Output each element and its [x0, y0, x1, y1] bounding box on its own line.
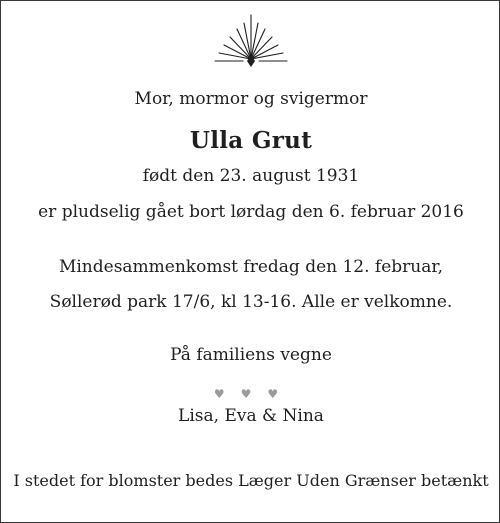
relation-intro: Mor, mormor og svigermor [134, 89, 368, 109]
deceased-name: Ulla Grut [189, 127, 313, 154]
memorial-line-2: Søllerød park 17/6, kl 13-16. Alle er velkomne. [49, 292, 453, 312]
hearts-row [1, 387, 500, 401]
signers: Lisa, Eva & Nina [178, 406, 324, 426]
on-behalf-of: På familiens vegne [170, 345, 332, 365]
heart-icon: ♥ [213, 387, 235, 401]
sunburst-ornament-icon [213, 9, 289, 69]
heart-icon: ♥ [240, 387, 262, 401]
memorial-line-1: Mindesammenkomst fredag den 12. februar, [58, 257, 444, 277]
death-notice: er pludselig gået bort lørdag den 6. februar 2016 [38, 202, 464, 222]
flowers-note: I stedet for blomster bedes Læger Uden Grænser betænkt [13, 471, 489, 490]
heart-icon: ♥ [267, 387, 289, 401]
birth-date: født den 23. august 1931 [142, 166, 360, 186]
